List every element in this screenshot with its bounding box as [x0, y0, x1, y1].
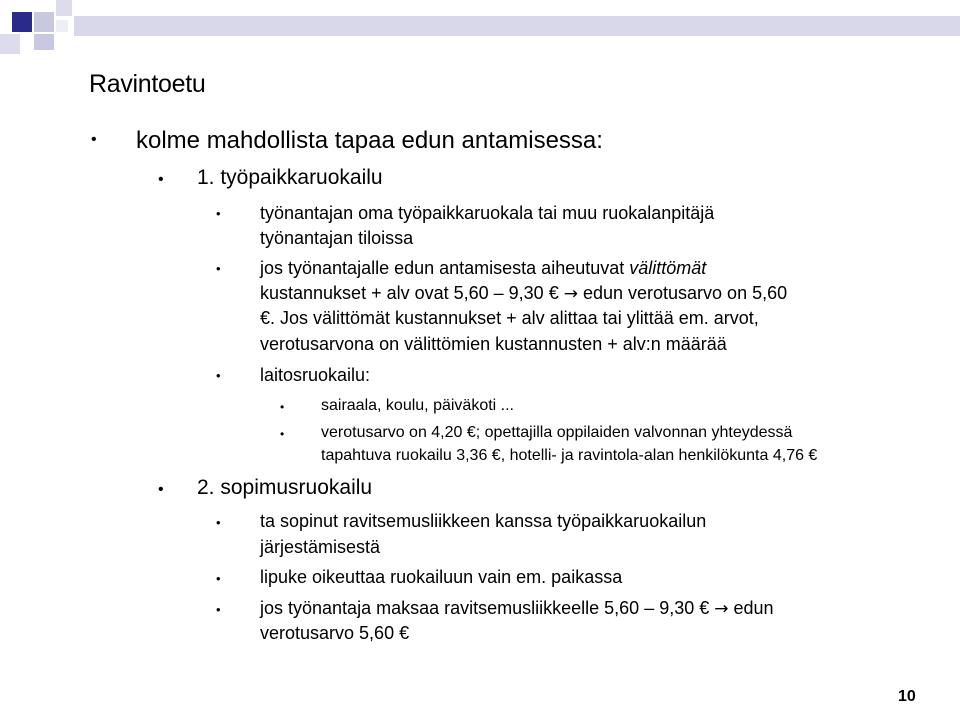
bullet: •	[216, 261, 221, 276]
emphasis-text: välittömät	[629, 258, 707, 278]
section-heading-1: 1. työpaikkaruokailu	[197, 166, 383, 189]
s2-bullet3-line1-text-b: edun	[728, 598, 774, 618]
s2-bullet2: lipuke oikeuttaa ruokailuun vain em. paikassa	[260, 567, 623, 587]
header-bar	[74, 16, 960, 36]
bullet: •	[280, 400, 285, 414]
bullet: •	[216, 515, 221, 530]
s1-bullet1-line1: työnantajan oma työpaikkaruokala tai muu ruokalanpitäjä	[260, 203, 715, 223]
s2-bullet3-line1	[260, 598, 774, 619]
s1-bullet2-line2-text-a: kustannukset + alv ovat 5,60 – 9,30 €	[260, 283, 564, 303]
deco-square	[56, 20, 68, 32]
s1-bullet2-line4: verotusarvona on välittömien kustannusten + alv:n määrää	[260, 334, 727, 354]
bullet: •	[158, 481, 164, 498]
s1-sub-bullet2-line2: tapahtuva ruokailu 3,36 €, hotelli- ja ravintola-alan henkilökunta 4,76 €	[321, 447, 818, 464]
header-decoration	[0, 0, 960, 60]
s1-sub-bullet2-line1: verotusarvo on 4,20 €; opettajilla oppilaiden valvonnan yhteydessä	[321, 424, 793, 441]
page-number: 10	[898, 688, 916, 705]
s1-bullet2-line1-text: jos työnantajalle edun antamisesta aiheutuvat	[260, 258, 630, 278]
intro-text: kolme mahdollista tapaa edun antamisessa:	[136, 127, 603, 154]
bullet: •	[158, 171, 164, 188]
s1-bullet2-line1	[260, 258, 706, 279]
s1-bullet2-line2	[260, 283, 787, 304]
deco-square	[34, 34, 54, 50]
section-heading-2: 2. sopimusruokailu	[197, 476, 373, 499]
s2-bullet1-line1: ta sopinut ravitsemusliikkeen kanssa työpaikkaruokailun	[260, 511, 707, 531]
bullet: •	[216, 571, 221, 586]
deco-square	[12, 12, 32, 32]
s1-bullet1-line2: työnantajan tiloissa	[260, 228, 414, 248]
s2-bullet3-line1-text-a: jos työnantaja maksaa ravitsemusliikkeelle 5,60 – 9,30 €	[260, 598, 715, 618]
s1-bullet2-line3: €. Jos välittömät kustannukset + alv alittaa tai ylittää em. arvot,	[260, 308, 759, 328]
bullet: •	[280, 427, 285, 441]
s1-sub-bullet1: sairaala, koulu, päiväkoti ...	[321, 397, 514, 414]
deco-square	[56, 0, 72, 16]
s1-bullet2-line2-text-b: edun verotusarvo on 5,60	[577, 283, 788, 303]
deco-square	[34, 12, 54, 32]
bullet: •	[216, 206, 221, 221]
s2-bullet3-line2: verotusarvo 5,60 €	[260, 623, 410, 643]
bullet: •	[216, 602, 221, 617]
slide-title: Ravintoetu	[89, 70, 206, 98]
s1-bullet3: laitosruokailu:	[260, 365, 371, 385]
bullet: •	[216, 368, 221, 383]
deco-square	[0, 34, 20, 54]
arrow-right-icon: →	[714, 599, 729, 619]
s2-bullet1-line2: järjestämisestä	[260, 537, 381, 557]
arrow-right-icon: →	[563, 284, 578, 304]
bullet: •	[91, 131, 97, 148]
